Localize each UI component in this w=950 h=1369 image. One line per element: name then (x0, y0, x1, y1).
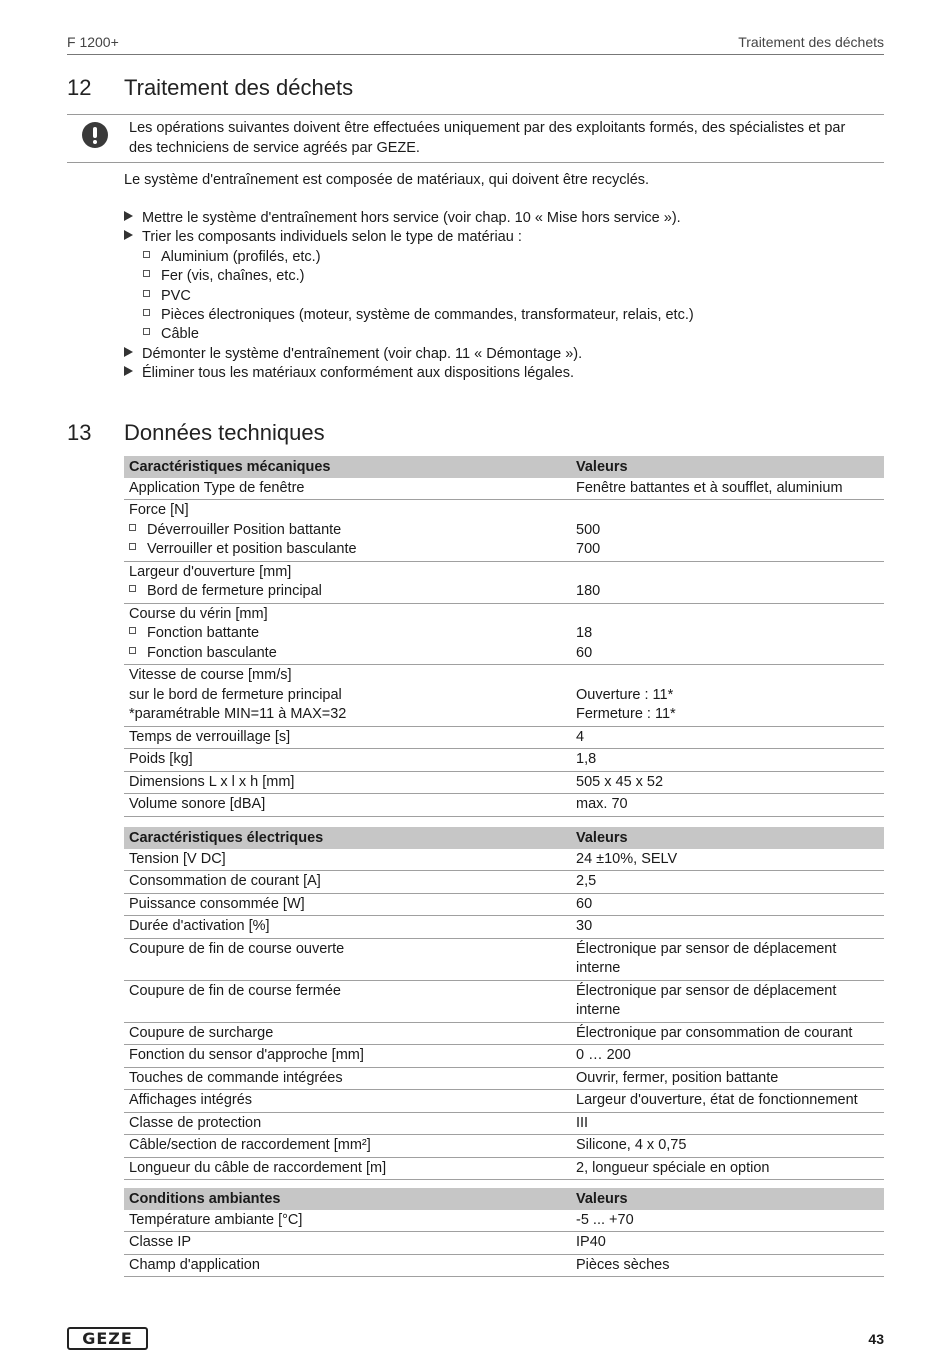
table-row (124, 1157, 884, 1180)
spec-sub-label-text: Déverrouiller Position battante (147, 521, 342, 538)
warning-line: des techniciens de service agréés par GEZE. (129, 139, 420, 156)
warning-text (129, 119, 881, 158)
spec-value-line: 700 (576, 541, 601, 557)
square-bullet-icon (143, 251, 150, 258)
spec-label: Classe IP (124, 1232, 571, 1255)
table-header-row (124, 1188, 884, 1210)
spec-label: Touches de commande intégrées (124, 1067, 571, 1090)
table-header-row (124, 456, 884, 478)
spec-label: Température ambiante [°C] (124, 1210, 571, 1232)
spec-value: max. 70 (571, 794, 884, 817)
square-bullet-icon (143, 270, 150, 277)
spec-label (124, 665, 571, 727)
spec-label: Poids [kg] (124, 749, 571, 772)
spec-value (571, 665, 884, 727)
table-row (124, 1045, 884, 1068)
step-item (124, 209, 681, 229)
table-row (124, 893, 884, 916)
step-item (124, 228, 522, 248)
table-row (124, 665, 884, 727)
square-bullet-icon (129, 647, 136, 654)
spec-label: Temps de verrouillage [s] (124, 726, 571, 749)
chapter-13-title: Données techniques (124, 420, 325, 445)
spec-label: Longueur du câble de raccordement [m] (124, 1157, 571, 1180)
material-text: PVC (161, 288, 191, 304)
table-row (124, 1022, 884, 1045)
material-text: Câble (161, 326, 199, 342)
table-row (124, 916, 884, 939)
spec-label-line: Course du vérin [mm] (129, 605, 268, 622)
spec-label: Affichages intégrés (124, 1090, 571, 1113)
material-item (143, 267, 304, 287)
logo-text: GEZE (82, 1329, 133, 1348)
warning-exclamation-icon (82, 122, 108, 148)
spec-value: 0 … 200 (571, 1045, 884, 1068)
column-header: Caractéristiques électriques (124, 827, 571, 849)
step-text: Éliminer tous les matériaux conformément aux dispositions légales. (142, 365, 574, 381)
material-item (143, 325, 199, 345)
table-row (124, 1232, 884, 1255)
chapter-12-title: Traitement des déchets (124, 75, 354, 100)
spec-value: 30 (571, 916, 884, 939)
spec-label: Consommation de courant [A] (124, 871, 571, 894)
spec-value: Largeur d'ouverture, état de fonctionnement (571, 1090, 884, 1113)
table-row (124, 561, 884, 603)
spec-label (124, 603, 571, 665)
spec-label: Tension [V DC] (124, 849, 571, 871)
table-row (124, 1067, 884, 1090)
spec-value: IP40 (571, 1232, 884, 1255)
table-row (124, 603, 884, 665)
spec-value: III (571, 1112, 884, 1135)
spec-label-line: Largeur d'ouverture [mm] (129, 563, 292, 580)
spec-sub-label (129, 582, 566, 602)
spec-sub-label (129, 540, 566, 560)
step-item (124, 345, 582, 365)
spec-label: Coupure de surcharge (124, 1022, 571, 1045)
spec-label-line: *paramétrable MIN=11 à MAX=32 (129, 706, 347, 722)
step-text: Trier les composants individuels selon le type de matériau : (142, 229, 522, 245)
table-row (124, 1090, 884, 1113)
spec-value: Fenêtre battantes et à soufflet, aluminium (571, 478, 884, 500)
spec-value: 1,8 (571, 749, 884, 772)
page-number: 43 (868, 1331, 884, 1347)
material-item (143, 306, 694, 326)
spec-value: 60 (571, 893, 884, 916)
spec-label-line: Force [N] (129, 502, 189, 518)
spec-value-line: Ouverture : 11* (576, 686, 674, 703)
triangle-bullet-icon (124, 211, 133, 221)
spec-label: Dimensions L x l x h [mm] (124, 771, 571, 794)
table-row (124, 500, 884, 562)
spec-value: Électronique par sensor de déplacement interne (571, 938, 884, 980)
spec-sub-label (129, 521, 566, 541)
table-row (124, 794, 884, 817)
chapter-13-number: 13 (67, 420, 92, 445)
spec-label: Puissance consommée [W] (124, 893, 571, 916)
triangle-bullet-icon (124, 230, 133, 240)
table-row (124, 749, 884, 772)
spec-label-line: Vitesse de course [mm/s] (129, 667, 292, 683)
square-bullet-icon (143, 309, 150, 316)
spec-sub-label-text: Verrouiller et position basculante (147, 541, 357, 557)
step-item (124, 364, 574, 384)
spec-value-line: 60 (576, 644, 593, 661)
recycling-intro: Le système d'entraînement est composée de matériaux, qui doivent être recyclés. (124, 172, 650, 188)
column-header: Valeurs (571, 456, 884, 478)
spec-value: 2,5 (571, 871, 884, 894)
warning-bottom-rule (67, 162, 884, 163)
spec-label: Coupure de fin de course fermée (124, 980, 571, 1022)
header-rule (67, 54, 884, 55)
table-row (124, 1210, 884, 1232)
spec-sub-label-text: Fonction basculante (147, 644, 277, 661)
spec-value-line: 18 (576, 625, 593, 641)
material-text: Aluminium (profilés, etc.) (161, 249, 321, 265)
spec-value: -5 ... +70 (571, 1210, 884, 1232)
square-bullet-icon (129, 524, 136, 531)
mechanical-specs-table (124, 456, 884, 817)
spec-label: Coupure de fin de course ouverte (124, 938, 571, 980)
square-bullet-icon (129, 627, 136, 634)
step-text: Mettre le système d'entraînement hors service (voir chap. 10 « Mise hors service »). (142, 210, 681, 226)
spec-value-line: 180 (576, 583, 601, 599)
electrical-specs-table (124, 827, 884, 1180)
spec-label: Champ d'application (124, 1254, 571, 1277)
square-bullet-icon (143, 328, 150, 335)
spec-label (124, 500, 571, 562)
geze-logo (67, 1327, 148, 1350)
table-row (124, 849, 884, 871)
spec-sub-label-text: Fonction battante (147, 625, 260, 641)
spec-value: Électronique par sensor de déplacement interne (571, 980, 884, 1022)
spec-value: Silicone, 4 x 0,75 (571, 1135, 884, 1158)
spec-value: 24 ±10%, SELV (571, 849, 884, 871)
table-row (124, 1254, 884, 1277)
spec-label: Application Type de fenêtre (124, 478, 571, 500)
running-header-right: Traitement des déchets (738, 34, 884, 50)
material-item (143, 248, 321, 268)
table-row (124, 1135, 884, 1158)
column-header: Caractéristiques mécaniques (124, 456, 571, 478)
spec-value: 4 (571, 726, 884, 749)
column-header: Valeurs (571, 1188, 884, 1210)
spec-value: 2, longueur spéciale en option (571, 1157, 884, 1180)
table-header-row (124, 827, 884, 849)
table-row (124, 938, 884, 980)
triangle-bullet-icon (124, 366, 133, 376)
spec-value-line: 500 (576, 521, 601, 538)
square-bullet-icon (129, 543, 136, 550)
spec-label: Durée d'activation [%] (124, 916, 571, 939)
spec-value: 505 x 45 x 52 (571, 771, 884, 794)
spec-value (571, 561, 884, 603)
spec-label: Volume sonore [dBA] (124, 794, 571, 817)
spec-value (571, 603, 884, 665)
spec-label-line: sur le bord de fermeture principal (129, 686, 342, 703)
spec-sub-label (129, 624, 566, 644)
material-text: Pièces électroniques (moteur, système de commandes, transformateur, relais, etc.) (161, 307, 694, 323)
column-header: Conditions ambiantes (124, 1188, 571, 1210)
spec-label (124, 561, 571, 603)
chapter-12-number: 12 (67, 75, 92, 100)
spec-value: Ouvrir, fermer, position battante (571, 1067, 884, 1090)
column-header: Valeurs (571, 827, 884, 849)
spec-value (571, 500, 884, 562)
spec-sub-label-text: Bord de fermeture principal (147, 583, 322, 599)
square-bullet-icon (129, 585, 136, 592)
warning-line: Les opérations suivantes doivent être effectuées uniquement par des exploitants formés, des spécialistes et par (129, 120, 846, 136)
material-text: Fer (vis, chaînes, etc.) (161, 268, 305, 284)
spec-sub-label (129, 644, 566, 664)
table-row (124, 1112, 884, 1135)
spec-label: Câble/section de raccordement [mm²] (124, 1135, 571, 1158)
spec-value: Pièces sèches (571, 1254, 884, 1277)
triangle-bullet-icon (124, 347, 133, 357)
table-row (124, 980, 884, 1022)
spec-label: Fonction du sensor d'approche [mm] (124, 1045, 571, 1068)
table-row (124, 726, 884, 749)
material-item (143, 287, 191, 307)
table-row (124, 478, 884, 500)
table-row (124, 771, 884, 794)
step-text: Démonter le système d'entraînement (voir chap. 11 « Démontage »). (142, 346, 583, 362)
warning-top-rule (67, 114, 884, 115)
ambient-conditions-table (124, 1188, 884, 1277)
spec-value: Électronique par consommation de courant (571, 1022, 884, 1045)
running-header-left: F 1200+ (67, 34, 119, 50)
spec-label: Classe de protection (124, 1112, 571, 1135)
spec-value-line: Fermeture : 11* (576, 706, 676, 722)
square-bullet-icon (143, 290, 150, 297)
table-row (124, 871, 884, 894)
